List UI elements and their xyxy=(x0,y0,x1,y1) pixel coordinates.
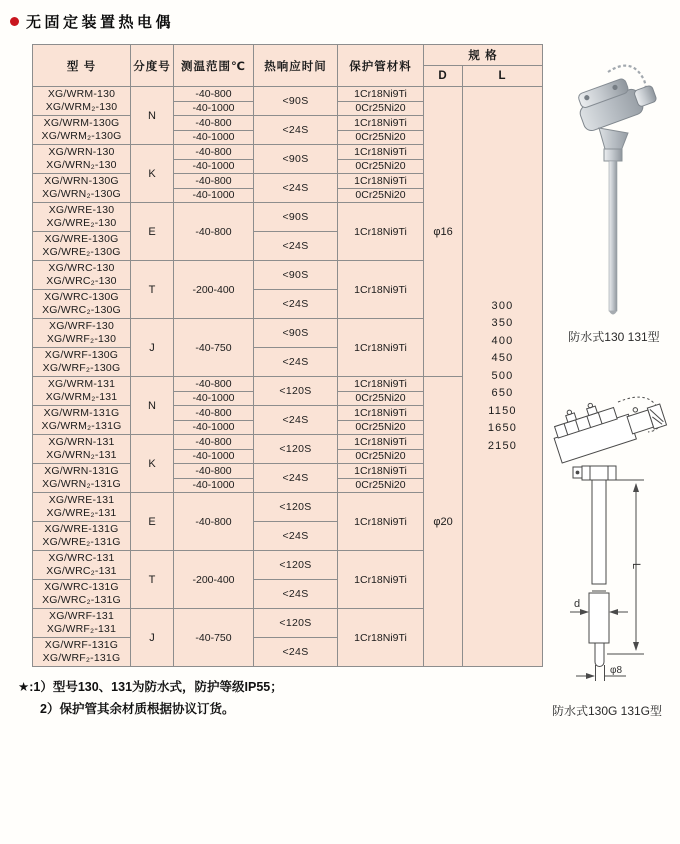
figure-caption-130g: 防水式130G 131G型 xyxy=(551,704,663,718)
response-cell: <120S xyxy=(254,377,338,406)
model-cell: XG/WRE-130G XG/WRE₂-130G xyxy=(33,232,131,261)
model-cell: XG/WRE-131G XG/WRE₂-131G xyxy=(33,522,131,551)
response-cell: <24S xyxy=(254,580,338,609)
d-spec-cell: φ16 xyxy=(424,87,463,377)
material-cell: 0Cr25Ni20 xyxy=(338,420,424,435)
range-cell: -40-1000 xyxy=(174,159,254,174)
graduation-cell: N xyxy=(131,377,174,435)
footnotes xyxy=(18,676,283,720)
model-cell: XG/WRF-131 XG/WRF₂-131 xyxy=(33,609,131,638)
model-cell: XG/WRF-131G XG/WRF₂-131G xyxy=(33,638,131,667)
model-cell: XG/WRM-131 XG/WRM₂-131 xyxy=(33,377,131,406)
dim-label-tip: φ8 xyxy=(609,665,623,676)
response-cell: <24S xyxy=(254,232,338,261)
response-cell: <24S xyxy=(254,638,338,667)
model-cell: XG/WRE-131 XG/WRE₂-131 xyxy=(33,493,131,522)
model-cell: XG/WRC-131G XG/WRC₂-131G xyxy=(33,580,131,609)
response-cell: <24S xyxy=(254,406,338,435)
material-cell: 0Cr25Ni20 xyxy=(338,449,424,464)
drawing-neck xyxy=(573,466,616,480)
figure-waterproof-130 xyxy=(560,56,668,345)
graduation-cell: E xyxy=(131,493,174,551)
model-cell: XG/WRE-130 XG/WRE₂-130 xyxy=(33,203,131,232)
range-cell: -40-800 xyxy=(174,493,254,551)
l-values-list: 300 350 400 450 500 650 1150 1650 2150 xyxy=(487,299,518,452)
response-cell: <24S xyxy=(254,464,338,493)
header-material: 保护管材料 xyxy=(338,45,424,87)
header-spec: 规 格 xyxy=(424,45,543,66)
range-cell: -40-800 xyxy=(174,87,254,102)
response-cell: <90S xyxy=(254,87,338,116)
model-cell: XG/WRF-130G XG/WRF₂-130G xyxy=(33,348,131,377)
material-cell: 1Cr18Ni9Ti xyxy=(338,116,424,131)
thermocouple-drawing xyxy=(532,386,680,702)
material-cell: 1Cr18Ni9Ti xyxy=(338,377,424,392)
response-cell: <90S xyxy=(254,261,338,290)
figure-waterproof-130g xyxy=(532,386,680,719)
model-cell: XG/WRF-130 XG/WRF₂-130 xyxy=(33,319,131,348)
dimension-length xyxy=(607,480,644,654)
model-cell: XG/WRC-130G XG/WRC₂-130G xyxy=(33,290,131,319)
model-cell: XG/WRM-130G XG/WRM₂-130G xyxy=(33,116,131,145)
model-cell: XG/WRN-131G XG/WRN₂-131G xyxy=(33,464,131,493)
material-cell: 0Cr25Ni20 xyxy=(338,130,424,145)
graduation-cell: T xyxy=(131,261,174,319)
range-cell: -40-1000 xyxy=(174,188,254,203)
range-cell: -40-800 xyxy=(174,145,254,160)
model-cell: XG/WRC-130 XG/WRC₂-130 xyxy=(33,261,131,290)
l-spec-cell xyxy=(463,87,543,667)
model-cell: XG/WRM-131G XG/WRM₂-131G xyxy=(33,406,131,435)
range-cell: -40-800 xyxy=(174,203,254,261)
range-cell: -40-1000 xyxy=(174,391,254,406)
drawing-tube xyxy=(589,480,609,667)
material-cell: 1Cr18Ni9Ti xyxy=(338,406,424,421)
graduation-cell: J xyxy=(131,319,174,377)
spec-table-body xyxy=(33,87,543,667)
range-cell: -40-800 xyxy=(174,435,254,450)
range-cell: -40-750 xyxy=(174,609,254,667)
probe-tube xyxy=(609,161,617,315)
range-cell: -40-800 xyxy=(174,116,254,131)
model-cell: XG/WRN-131 XG/WRN₂-131 xyxy=(33,435,131,464)
range-cell: -40-800 xyxy=(174,464,254,479)
range-cell: -40-750 xyxy=(174,319,254,377)
response-cell: <120S xyxy=(254,435,338,464)
material-cell: 1Cr18Ni9Ti xyxy=(338,464,424,479)
material-cell: 1Cr18Ni9Ti xyxy=(338,87,424,102)
dimension-tip xyxy=(576,665,626,681)
response-cell: <120S xyxy=(254,493,338,522)
material-cell: 1Cr18Ni9Ti xyxy=(338,493,424,551)
range-cell: -40-1000 xyxy=(174,449,254,464)
model-cell: XG/WRC-131 XG/WRC₂-131 xyxy=(33,551,131,580)
head-neck xyxy=(599,128,628,161)
range-cell: -40-800 xyxy=(174,377,254,392)
graduation-cell: K xyxy=(131,145,174,203)
connection-head xyxy=(573,70,659,133)
response-cell: <24S xyxy=(254,348,338,377)
range-cell: -40-800 xyxy=(174,406,254,421)
footnote-1: ★:1）型号130、131为防水式，防护等级IP55； xyxy=(18,680,283,694)
material-cell: 1Cr18Ni9Ti xyxy=(338,551,424,609)
range-cell: -40-800 xyxy=(174,174,254,189)
response-cell: <120S xyxy=(254,551,338,580)
header-spec-d: D xyxy=(424,66,463,87)
model-cell: XG/WRN-130 XG/WRN₂-130 xyxy=(33,145,131,174)
material-cell: 0Cr25Ni20 xyxy=(338,188,424,203)
range-cell: -200-400 xyxy=(174,551,254,609)
graduation-cell: N xyxy=(131,87,174,145)
graduation-cell: T xyxy=(131,551,174,609)
d-spec-cell: φ20 xyxy=(424,377,463,667)
footnote-2: 2）保护管其余材质根据协议订货。 xyxy=(40,702,235,716)
response-cell: <120S xyxy=(254,609,338,638)
material-cell: 1Cr18Ni9Ti xyxy=(338,203,424,261)
material-cell: 1Cr18Ni9Ti xyxy=(338,145,424,160)
material-cell: 1Cr18Ni9Ti xyxy=(338,435,424,450)
header-range: 测温范围℃ xyxy=(174,45,254,87)
drawing-head xyxy=(547,386,667,463)
header-graduation: 分度号 xyxy=(131,45,174,87)
range-cell: -40-1000 xyxy=(174,130,254,145)
range-cell: -40-1000 xyxy=(174,420,254,435)
red-bullet-icon xyxy=(10,17,19,26)
page-title-row xyxy=(10,11,174,32)
spec-table xyxy=(32,44,543,667)
response-cell: <90S xyxy=(254,145,338,174)
figure-caption-130: 防水式130 131型 xyxy=(568,330,660,344)
response-cell: <24S xyxy=(254,290,338,319)
model-cell: XG/WRM-130 XG/WRM₂-130 xyxy=(33,87,131,116)
spec-table-header xyxy=(33,45,543,87)
thermocouple-photo xyxy=(562,56,666,326)
header-response: 热响应时间 xyxy=(254,45,338,87)
material-cell: 0Cr25Ni20 xyxy=(338,101,424,116)
material-cell: 1Cr18Ni9Ti xyxy=(338,261,424,319)
graduation-cell: K xyxy=(131,435,174,493)
range-cell: -200-400 xyxy=(174,261,254,319)
response-cell: <90S xyxy=(254,319,338,348)
response-cell: <24S xyxy=(254,522,338,551)
response-cell: <90S xyxy=(254,203,338,232)
material-cell: 1Cr18Ni9Ti xyxy=(338,174,424,189)
material-cell: 1Cr18Ni9Ti xyxy=(338,319,424,377)
material-cell: 0Cr25Ni20 xyxy=(338,478,424,493)
graduation-cell: J xyxy=(131,609,174,667)
range-cell: -40-1000 xyxy=(174,478,254,493)
page-title: 无固定装置热电偶 xyxy=(26,14,175,31)
response-cell: <24S xyxy=(254,174,338,203)
graduation-cell: E xyxy=(131,203,174,261)
dim-label-diameter: d xyxy=(573,598,581,610)
material-cell: 0Cr25Ni20 xyxy=(338,159,424,174)
header-model: 型 号 xyxy=(33,45,131,87)
model-cell: XG/WRN-130G XG/WRN₂-130G xyxy=(33,174,131,203)
material-cell: 1Cr18Ni9Ti xyxy=(338,609,424,667)
range-cell: -40-1000 xyxy=(174,101,254,116)
dim-label-length: L xyxy=(630,562,642,570)
material-cell: 0Cr25Ni20 xyxy=(338,391,424,406)
response-cell: <24S xyxy=(254,116,338,145)
header-spec-l: L xyxy=(463,66,543,87)
